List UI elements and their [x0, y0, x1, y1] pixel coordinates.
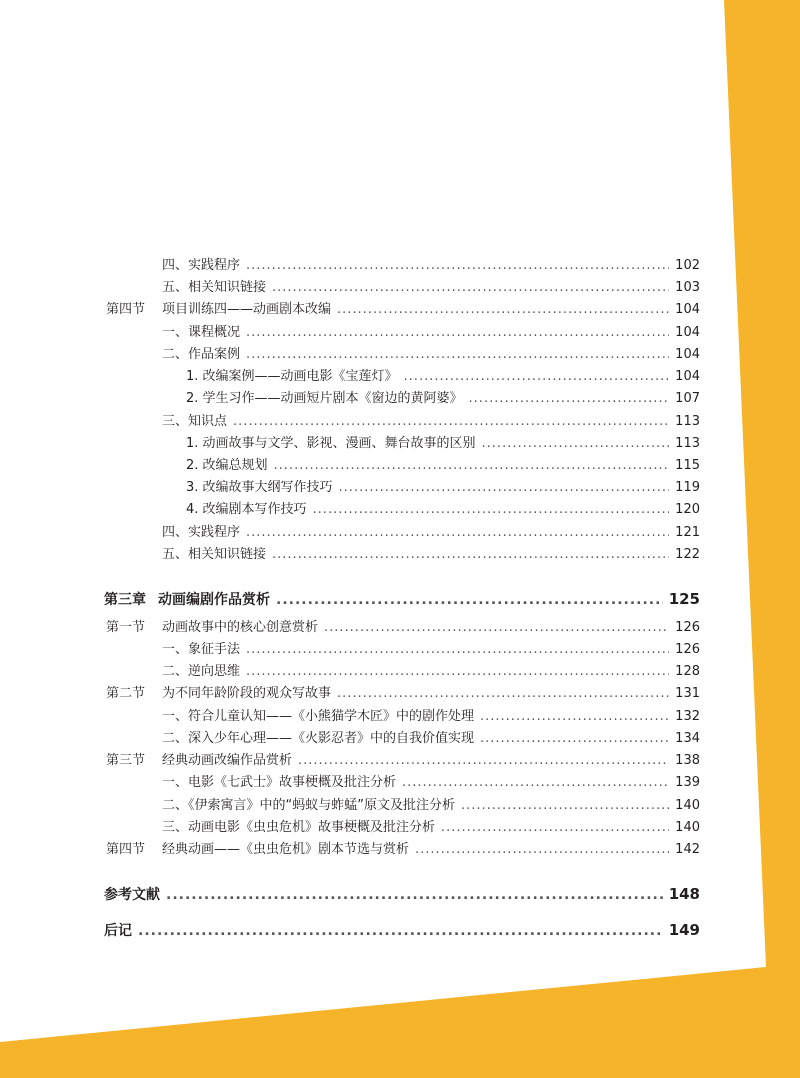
- section-label: 第四节: [106, 842, 146, 857]
- toc-entry[interactable]: [162, 347, 700, 363]
- toc-entry[interactable]: [162, 686, 700, 702]
- toc-entry[interactable]: [162, 414, 700, 430]
- toc-title: 2. 学生习作——动画短片剧本《窗边的黄阿婆》: [186, 391, 463, 406]
- toc-entry[interactable]: [186, 458, 700, 474]
- leader-dots: [233, 414, 669, 430]
- toc-entry[interactable]: [162, 325, 700, 341]
- toc-page: 119: [675, 480, 700, 495]
- toc-page: 149: [668, 921, 700, 939]
- toc-title: 五、相关知识链接: [162, 547, 267, 562]
- toc-page: 104: [675, 302, 700, 317]
- leader-dots: [480, 731, 669, 747]
- toc-page: 138: [675, 753, 700, 768]
- toc-page: 128: [675, 664, 700, 679]
- toc-title: 3. 改编故事大纲写作技巧: [186, 480, 333, 495]
- toc-title: 五、相关知识链接: [162, 280, 267, 295]
- toc-page: 140: [675, 798, 700, 813]
- toc-title: 经典动画改编作品赏析: [162, 753, 293, 768]
- leader-dots: [469, 391, 670, 407]
- toc-entry[interactable]: [162, 664, 700, 680]
- toc-page: 104: [675, 369, 700, 384]
- section-label: 第一节: [106, 620, 146, 635]
- section-label: 第二节: [106, 686, 146, 701]
- toc-title: 4. 改编剧本写作技巧: [186, 502, 307, 517]
- toc-page: 122: [675, 547, 700, 562]
- toc-entry[interactable]: [162, 302, 700, 318]
- toc-entry[interactable]: [162, 731, 700, 747]
- toc-entry[interactable]: [162, 642, 700, 658]
- toc-title: 三、动画电影《虫虫危机》故事梗概及批注分析: [162, 820, 436, 835]
- toc-entry[interactable]: [186, 391, 700, 407]
- toc-entry[interactable]: [162, 280, 700, 296]
- toc-title: 2. 改编总规划: [186, 458, 268, 473]
- leader-dots: [274, 458, 670, 474]
- chapter-entry[interactable]: [104, 591, 700, 608]
- toc-page: 104: [675, 325, 700, 340]
- toc-page: 115: [675, 458, 700, 473]
- leader-dots: [246, 325, 669, 341]
- toc-title: 1. 改编案例——动画电影《宝莲灯》: [186, 369, 398, 384]
- leader-dots: [246, 664, 669, 680]
- toc-page: 134: [675, 731, 700, 746]
- leader-dots: [272, 547, 669, 563]
- toc-entry[interactable]: [162, 775, 700, 791]
- leader-dots: [461, 798, 669, 814]
- toc-page: 139: [675, 775, 700, 790]
- toc-title: 二、逆向思维: [162, 664, 241, 679]
- toc-entry[interactable]: [162, 620, 700, 636]
- toc-page: 104: [675, 347, 700, 362]
- chapter-entry[interactable]: [104, 922, 700, 939]
- toc-entry[interactable]: [162, 525, 700, 541]
- toc-page: 132: [675, 709, 700, 724]
- toc-page: 120: [675, 502, 700, 517]
- section-label: 第四节: [106, 302, 146, 317]
- leader-dots: [339, 480, 670, 496]
- toc-title: 四、实践程序: [162, 258, 241, 273]
- toc-title: 二、《伊索寓言》中的“蚂蚁与蚱蜢”原文及批注分析: [162, 798, 455, 813]
- toc-title: 后记: [104, 923, 132, 939]
- leader-dots: [246, 258, 669, 274]
- toc-entry[interactable]: [162, 258, 700, 274]
- section-label: 第三节: [106, 753, 146, 768]
- leader-dots: [404, 369, 670, 385]
- toc-page: 103: [675, 280, 700, 295]
- toc-page: 113: [675, 414, 700, 429]
- toc-title: 经典动画——《虫虫危机》剧本节选与赏析: [162, 842, 410, 857]
- toc-title: 四、实践程序: [162, 525, 241, 540]
- toc-page: 148: [668, 885, 700, 903]
- toc-entry[interactable]: [162, 753, 700, 769]
- toc-entry[interactable]: [162, 820, 700, 836]
- toc-entry[interactable]: [186, 369, 700, 385]
- toc-entry[interactable]: [186, 480, 700, 496]
- toc-title: 动画故事中的核心创意赏析: [162, 620, 319, 635]
- toc-title: 为不同年龄阶段的观众写故事: [162, 686, 332, 701]
- leader-dots: [415, 842, 669, 858]
- toc-title: 二、深入少年心理——《火影忍者》中的自我价值实现: [162, 731, 475, 746]
- toc-page: 131: [675, 686, 700, 701]
- leader-dots: [313, 502, 670, 518]
- leader-dots: [402, 775, 669, 791]
- leader-dots: [480, 709, 669, 725]
- toc-title: 一、象征手法: [162, 642, 241, 657]
- leader-dots: [138, 923, 663, 939]
- toc-entry[interactable]: [186, 502, 700, 518]
- toc-page: 142: [675, 842, 700, 857]
- leader-dots: [324, 620, 669, 636]
- toc-entry[interactable]: [162, 842, 700, 858]
- toc-page: 113: [675, 436, 700, 451]
- chapter-entry[interactable]: [104, 886, 700, 903]
- chapter-label: 第三章: [104, 592, 146, 608]
- leader-dots: [246, 642, 669, 658]
- toc-page: 125: [668, 590, 700, 608]
- toc-title: 一、课程概况: [162, 325, 241, 340]
- leader-dots: [272, 280, 669, 296]
- toc-page: 126: [675, 620, 700, 635]
- toc-page: 102: [675, 258, 700, 273]
- toc-page: 140: [675, 820, 700, 835]
- toc-title: 三、知识点: [162, 414, 228, 429]
- leader-dots: [482, 436, 670, 452]
- toc-title: 一、符合儿童认知——《小熊猫学木匠》中的剧作处理: [162, 709, 475, 724]
- toc-title: 二、作品案例: [162, 347, 241, 362]
- toc-page: 107: [675, 391, 700, 406]
- toc-entry[interactable]: [186, 436, 700, 452]
- leader-dots: [246, 525, 669, 541]
- leader-dots: [246, 347, 669, 363]
- toc-title: 1. 动画故事与文学、影视、漫画、舞台故事的区别: [186, 436, 476, 451]
- toc-entry[interactable]: [162, 709, 700, 725]
- toc-page: 121: [675, 525, 700, 540]
- toc-entry[interactable]: [162, 798, 700, 814]
- toc-title: 项目训练四——动画剧本改编: [162, 302, 332, 317]
- toc-title: 动画编剧作品赏析: [158, 592, 270, 608]
- leader-dots: [441, 820, 669, 836]
- leader-dots: [337, 686, 669, 702]
- toc-page: 126: [675, 642, 700, 657]
- toc-title: 一、电影《七武士》故事梗概及批注分析: [162, 775, 397, 790]
- leader-dots: [337, 302, 669, 318]
- leader-dots: [276, 592, 663, 608]
- leader-dots: [298, 753, 669, 769]
- toc-entry[interactable]: [162, 547, 700, 563]
- toc-title: 参考文献: [104, 887, 160, 903]
- leader-dots: [166, 887, 663, 903]
